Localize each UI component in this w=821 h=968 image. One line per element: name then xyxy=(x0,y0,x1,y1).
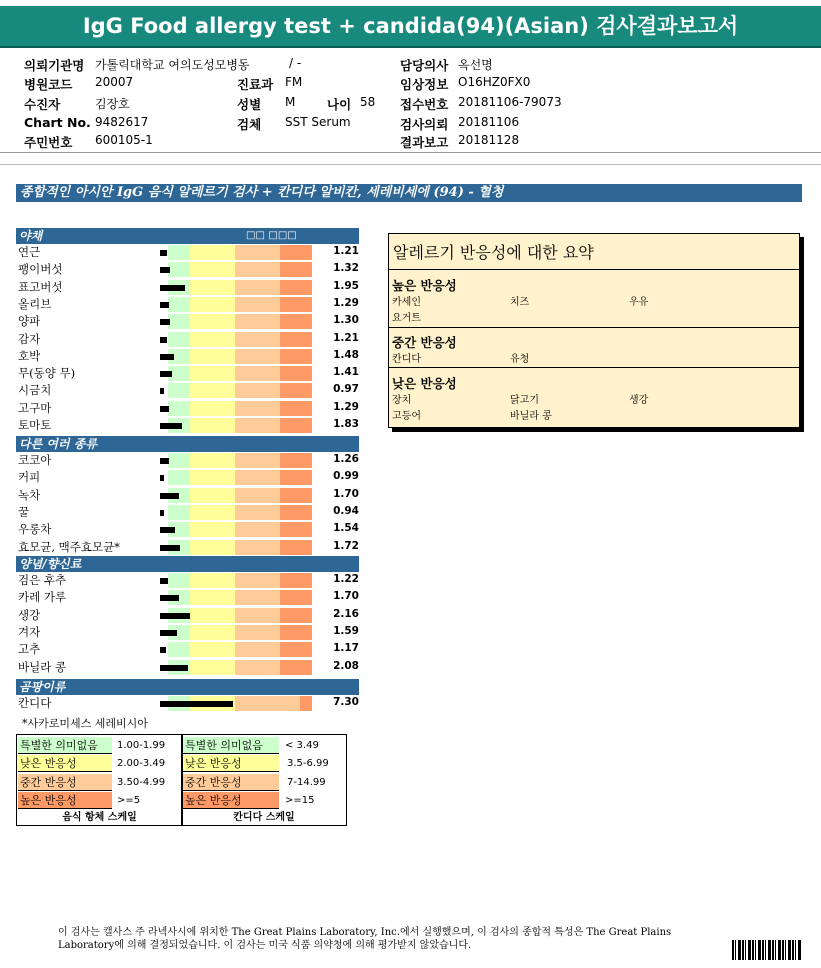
result-scale xyxy=(160,590,330,605)
barcode xyxy=(732,940,802,960)
footnote-star: *사카로미세스 세레비시아 xyxy=(22,717,148,730)
legend-candida-label: 특별한 의미없음 xyxy=(183,737,279,754)
scale-zone xyxy=(235,573,280,588)
scale-zone xyxy=(280,332,312,347)
result-row xyxy=(16,417,359,434)
food-name: 팽이버섯 xyxy=(18,262,63,277)
reported-value: 20181128 xyxy=(458,133,520,147)
result-value: 1.29 xyxy=(333,400,359,413)
requested-value: 20181106 xyxy=(458,115,520,129)
scale-zone xyxy=(168,383,190,398)
dept-value: FM xyxy=(285,75,303,89)
summary-low-item: 바닐라 콩 xyxy=(510,411,552,422)
legend-food-footer: 음식 항체 스케일 xyxy=(62,812,137,823)
summary-divider xyxy=(389,269,799,270)
scale-zone xyxy=(280,297,312,312)
result-bar xyxy=(160,388,164,394)
footer-disclaimer: 이 검사는 캘사스 주 라넥사시에 위치한 The Great Plains Laboratory, Inc.에서 실행했으며, 이 검사의 종합적 특성은 The Great Plains Laboratory에 의해 결정되었습니다. 이 검사는 미국 식품 의약청에 의해 평가받지 않았습니다. xyxy=(58,927,672,951)
legend-food-range: 3.50-4.99 xyxy=(117,777,166,788)
legend-food-range: 1.00-1.99 xyxy=(117,740,166,751)
scale-zone xyxy=(235,280,280,295)
result-bar xyxy=(160,458,169,464)
result-value: 0.99 xyxy=(333,470,359,483)
summary-box xyxy=(388,233,800,428)
food-name: 시금치 xyxy=(18,383,52,398)
result-row xyxy=(16,261,359,278)
food-name: 녹차 xyxy=(18,487,41,502)
scale-zone xyxy=(235,488,280,503)
reported-label: 결과보고 xyxy=(400,135,449,150)
scale-zone xyxy=(168,505,190,520)
result-scale xyxy=(160,418,330,433)
result-scale xyxy=(160,280,330,295)
result-row xyxy=(16,244,359,261)
result-value: 7.30 xyxy=(333,696,359,708)
header-divider xyxy=(0,152,821,153)
result-value: 1.22 xyxy=(333,573,359,585)
scale-zone xyxy=(280,245,312,260)
result-row xyxy=(16,331,359,348)
result-scale xyxy=(160,660,330,675)
scale-zone xyxy=(190,625,235,640)
scale-zone xyxy=(235,522,280,537)
result-value: 1.17 xyxy=(333,642,359,655)
scale-zone xyxy=(300,696,312,711)
food-name: 호박 xyxy=(18,348,41,363)
legend-candida-range: 7-14.99 xyxy=(287,777,326,788)
result-bar xyxy=(160,337,167,343)
scale-zone xyxy=(280,349,312,364)
result-scale xyxy=(160,297,330,312)
result-row xyxy=(16,539,359,556)
result-value: 1.32 xyxy=(333,262,359,275)
result-value: 1.59 xyxy=(333,624,359,637)
scale-zone xyxy=(280,505,312,520)
scale-zone xyxy=(168,642,190,657)
result-scale xyxy=(160,540,330,555)
scale-zone xyxy=(190,280,235,295)
scale-zone xyxy=(280,642,312,657)
result-row xyxy=(16,624,359,641)
hospital-code-label: 병원코드 xyxy=(24,77,73,92)
scale-zone xyxy=(190,608,235,623)
scale-zone xyxy=(280,488,312,503)
result-bar xyxy=(160,250,167,256)
scale-zone xyxy=(235,401,280,416)
chart-label: Chart No. xyxy=(24,115,91,130)
scale-zone xyxy=(280,470,312,485)
result-bar xyxy=(160,647,166,653)
patient-label: 수진자 xyxy=(24,97,61,112)
result-scale xyxy=(160,470,330,485)
result-row xyxy=(16,641,359,658)
result-value: 0.94 xyxy=(333,504,359,517)
specimen-label: 검체 xyxy=(237,117,262,132)
legend-candida-label: 낮은 반응성 xyxy=(183,755,279,772)
scale-zone xyxy=(235,418,280,433)
food-name: 고추 xyxy=(18,642,41,657)
result-row xyxy=(16,400,359,417)
scale-zone xyxy=(280,262,312,277)
scale-zone xyxy=(235,383,280,398)
scale-zone xyxy=(168,314,190,329)
id-value: 600105-1 xyxy=(95,133,153,147)
patient-value: 김장호 xyxy=(95,97,130,111)
result-value: 1.26 xyxy=(333,453,359,465)
result-row xyxy=(16,659,359,676)
scale-zone xyxy=(190,505,235,520)
scale-zone xyxy=(190,297,235,312)
scale-zone xyxy=(235,696,300,711)
result-bar xyxy=(160,267,170,273)
age-label: 나이 xyxy=(327,97,352,112)
result-value: 1.72 xyxy=(333,539,359,552)
clinical-value: O16HZ0FX0 xyxy=(458,75,531,89)
result-row xyxy=(16,452,359,469)
scale-zone xyxy=(190,349,235,364)
result-bar xyxy=(160,613,190,619)
scale-zone xyxy=(235,590,280,605)
food-name: 검은 후추 xyxy=(18,573,67,587)
scale-zone xyxy=(190,660,235,675)
scale-zone xyxy=(190,262,235,277)
result-scale xyxy=(160,642,330,657)
result-bar xyxy=(160,493,179,499)
scale-zone xyxy=(190,573,235,588)
result-value: 2.08 xyxy=(333,659,359,672)
result-bar xyxy=(160,545,180,551)
result-row xyxy=(16,589,359,606)
summary-low-label: 낮은 반응성 xyxy=(392,376,457,391)
summary-divider xyxy=(389,327,799,328)
summary-mid-item: 유청 xyxy=(510,354,530,365)
scale-zone xyxy=(190,366,235,381)
scale-zone xyxy=(190,401,235,416)
result-value: 1.70 xyxy=(333,590,359,603)
receipt-label: 접수번호 xyxy=(400,97,449,112)
result-bar xyxy=(160,423,182,429)
receipt-value: 20181106-79073 xyxy=(458,95,562,109)
summary-low-item: 생강 xyxy=(629,395,649,406)
scale-zone xyxy=(190,245,235,260)
scale-zone xyxy=(235,332,280,347)
scale-zone xyxy=(235,314,280,329)
result-scale xyxy=(160,608,330,623)
scale-zone xyxy=(235,660,280,675)
scale-zone xyxy=(168,297,190,312)
food-name: 겨자 xyxy=(18,624,41,639)
food-name: 카레 가루 xyxy=(18,590,67,605)
result-bar xyxy=(160,354,174,360)
result-bar xyxy=(160,475,164,481)
scale-zone xyxy=(235,366,280,381)
sex-value: M xyxy=(285,95,296,109)
institution-value: 가톨릭대학교 여의도성모병동 xyxy=(95,58,250,72)
scale-zone xyxy=(190,540,235,555)
scale-zone xyxy=(168,470,190,485)
result-scale xyxy=(160,314,330,329)
result-bar xyxy=(160,595,179,601)
result-value: 1.29 xyxy=(333,296,359,309)
food-name: 감자 xyxy=(18,331,41,346)
result-row xyxy=(16,607,359,624)
food-name: 바닐라 콩 xyxy=(18,659,67,674)
food-name: 올리브 xyxy=(18,296,52,311)
legend-candida-range: 3.5-6.99 xyxy=(287,758,329,769)
section-header xyxy=(16,436,359,452)
food-name: 무(동양 무) xyxy=(18,366,76,381)
legend-candida-footer: 칸디다 스케일 xyxy=(233,812,295,823)
result-row xyxy=(16,296,359,313)
scale-zone xyxy=(235,470,280,485)
header-divider-2 xyxy=(0,164,821,165)
legend-candida-range: >=15 xyxy=(285,795,315,806)
scale-zone xyxy=(190,642,235,657)
result-value: 1.21 xyxy=(333,245,359,257)
summary-high-item: 카세인 xyxy=(392,297,421,308)
food-name: 코코아 xyxy=(18,453,52,467)
age-value: 58 xyxy=(360,95,376,109)
scale-zone xyxy=(190,332,235,347)
scale-zone xyxy=(235,540,280,555)
result-scale xyxy=(160,401,330,416)
result-row xyxy=(16,469,359,486)
scale-zone xyxy=(235,297,280,312)
scale-zone xyxy=(280,573,312,588)
scale-zone xyxy=(190,418,235,433)
scale-zone xyxy=(280,522,312,537)
result-bar xyxy=(160,578,168,584)
result-row xyxy=(16,348,359,365)
scale-zone xyxy=(190,453,235,468)
result-scale xyxy=(160,573,330,588)
section-header xyxy=(16,556,359,572)
result-row xyxy=(16,572,359,589)
scale-zone xyxy=(168,573,190,588)
result-scale xyxy=(160,488,330,503)
summary-divider xyxy=(389,367,799,368)
scale-zone xyxy=(235,349,280,364)
scale-zone xyxy=(280,418,312,433)
scale-zone xyxy=(280,540,312,555)
food-name: 꿀 xyxy=(18,504,30,519)
summary-high-item: 요거트 xyxy=(392,313,421,324)
result-scale xyxy=(160,245,330,260)
result-value: 1.48 xyxy=(333,348,359,361)
report-title: IgG Food allergy test + candida(94)(Asian) 검사결과보고서 xyxy=(0,6,821,48)
food-name: 커피 xyxy=(18,470,41,485)
result-bar xyxy=(160,371,172,377)
result-value: 1.70 xyxy=(333,487,359,500)
scale-zone xyxy=(190,383,235,398)
summary-low-item: 닭고기 xyxy=(510,395,539,406)
result-row xyxy=(16,521,359,538)
scale-zone xyxy=(280,366,312,381)
scale-zone xyxy=(280,590,312,605)
section-header xyxy=(16,228,359,244)
food-name: 양파 xyxy=(18,314,41,329)
result-value: 1.41 xyxy=(333,366,359,379)
result-bar xyxy=(160,630,177,636)
scale-zone xyxy=(235,625,280,640)
result-bar xyxy=(160,510,164,516)
result-bar xyxy=(160,319,170,325)
result-scale xyxy=(160,522,330,537)
summary-title: 알레르기 반응성에 대한 요약 xyxy=(393,243,594,262)
section-title: 양념/향신료 xyxy=(19,557,82,571)
result-scale xyxy=(160,625,330,640)
scale-header: □□ □□□ xyxy=(246,230,297,241)
doctor-label: 담당의사 xyxy=(400,58,449,73)
test-banner: 종합적인 아시안 IgG 음식 알레르기 검사 + 칸디다 알비칸, 세레비세에 (94) - 혈청 xyxy=(16,184,802,202)
clinical-label: 임상정보 xyxy=(400,77,449,92)
food-name: 표고버섯 xyxy=(18,279,63,294)
scale-zone xyxy=(235,262,280,277)
scale-zone xyxy=(280,280,312,295)
result-row xyxy=(16,695,359,712)
scale-zone xyxy=(190,314,235,329)
result-bar xyxy=(160,527,175,533)
result-row xyxy=(16,382,359,399)
legend-candida-label: 중간 반응성 xyxy=(183,774,279,791)
section-title: 다른 여러 종류 xyxy=(19,437,97,451)
scale-zone xyxy=(168,401,190,416)
scale-zone xyxy=(235,453,280,468)
legend-food-label: 중간 반응성 xyxy=(18,774,112,791)
dept-label: 진료과 xyxy=(237,77,274,92)
food-name: 칸디다 xyxy=(18,696,52,710)
legend-candida-range: < 3.49 xyxy=(285,740,319,751)
food-name: 고구마 xyxy=(18,400,52,415)
sex-label: 성별 xyxy=(237,97,262,112)
legend-food-label: 특별한 의미없음 xyxy=(18,737,112,754)
legend-food-label: 높은 반응성 xyxy=(18,792,112,809)
section-header xyxy=(16,679,359,695)
result-row xyxy=(16,487,359,504)
result-scale xyxy=(160,366,330,381)
result-value: 2.16 xyxy=(333,607,359,620)
scale-zone xyxy=(280,660,312,675)
scale-zone xyxy=(190,590,235,605)
scale-zone xyxy=(280,453,312,468)
result-bar xyxy=(160,406,169,412)
legend-candida xyxy=(181,734,347,826)
result-value: 0.97 xyxy=(333,383,359,396)
scale-zone xyxy=(168,262,190,277)
summary-high-item: 치즈 xyxy=(510,297,530,308)
food-name: 우롱차 xyxy=(18,522,52,537)
food-name: 토마토 xyxy=(18,418,52,432)
result-value: 1.54 xyxy=(333,522,359,535)
summary-mid-item: 칸디다 xyxy=(392,354,421,365)
legend-candida-label: 높은 반응성 xyxy=(183,792,279,809)
hospital-code-value: 20007 xyxy=(95,75,134,89)
summary-low-item: 장치 xyxy=(392,395,412,406)
food-name: 연근 xyxy=(18,245,41,259)
result-row xyxy=(16,279,359,296)
scale-zone xyxy=(280,625,312,640)
scale-zone xyxy=(190,522,235,537)
food-name: 효모균, 맥주효모균* xyxy=(18,539,120,554)
food-name: 생강 xyxy=(18,607,41,622)
result-scale xyxy=(160,505,330,520)
specimen-value: SST Serum xyxy=(285,115,351,129)
result-scale xyxy=(160,349,330,364)
scale-zone xyxy=(280,608,312,623)
legend-food-range: >=5 xyxy=(117,795,141,806)
scale-zone xyxy=(280,401,312,416)
summary-low-item: 고등어 xyxy=(392,411,421,422)
result-row xyxy=(16,313,359,330)
result-bar xyxy=(160,701,233,707)
legend-food xyxy=(16,734,183,826)
scale-zone xyxy=(280,383,312,398)
result-scale xyxy=(160,383,330,398)
result-bar xyxy=(160,285,185,291)
legend-food-label: 낮은 반응성 xyxy=(18,755,112,772)
legend-food-range: 2.00-3.49 xyxy=(117,758,166,769)
scale-zone xyxy=(190,470,235,485)
institution-label: 의뢰기관명 xyxy=(24,58,85,73)
scale-zone xyxy=(168,453,190,468)
scale-zone xyxy=(190,488,235,503)
summary-high-item: 우유 xyxy=(629,297,649,308)
summary-mid-label: 중간 반응성 xyxy=(392,335,457,350)
section-title: 야채 xyxy=(19,229,43,243)
requested-label: 검사의뢰 xyxy=(400,117,449,132)
section-title: 곰팡이류 xyxy=(19,680,66,694)
scale-zone xyxy=(235,505,280,520)
scale-zone xyxy=(235,642,280,657)
scale-zone xyxy=(280,314,312,329)
ward-separator: / - xyxy=(289,56,302,70)
id-label: 주민번호 xyxy=(24,135,73,150)
scale-zone xyxy=(235,245,280,260)
scale-zone xyxy=(235,608,280,623)
result-scale xyxy=(160,453,330,468)
result-bar xyxy=(160,302,169,308)
result-value: 1.21 xyxy=(333,331,359,344)
summary-high-label: 높은 반응성 xyxy=(392,278,457,293)
result-row xyxy=(16,365,359,382)
result-value: 1.30 xyxy=(333,314,359,327)
result-value: 1.95 xyxy=(333,279,359,292)
scale-zone xyxy=(168,332,190,347)
chart-value: 9482617 xyxy=(95,115,149,129)
result-scale xyxy=(160,696,330,711)
result-scale xyxy=(160,332,330,347)
scale-zone xyxy=(168,245,190,260)
result-row xyxy=(16,504,359,521)
doctor-value: 옥선명 xyxy=(458,58,493,72)
result-bar xyxy=(160,665,188,671)
result-value: 1.83 xyxy=(333,418,359,430)
result-scale xyxy=(160,262,330,277)
